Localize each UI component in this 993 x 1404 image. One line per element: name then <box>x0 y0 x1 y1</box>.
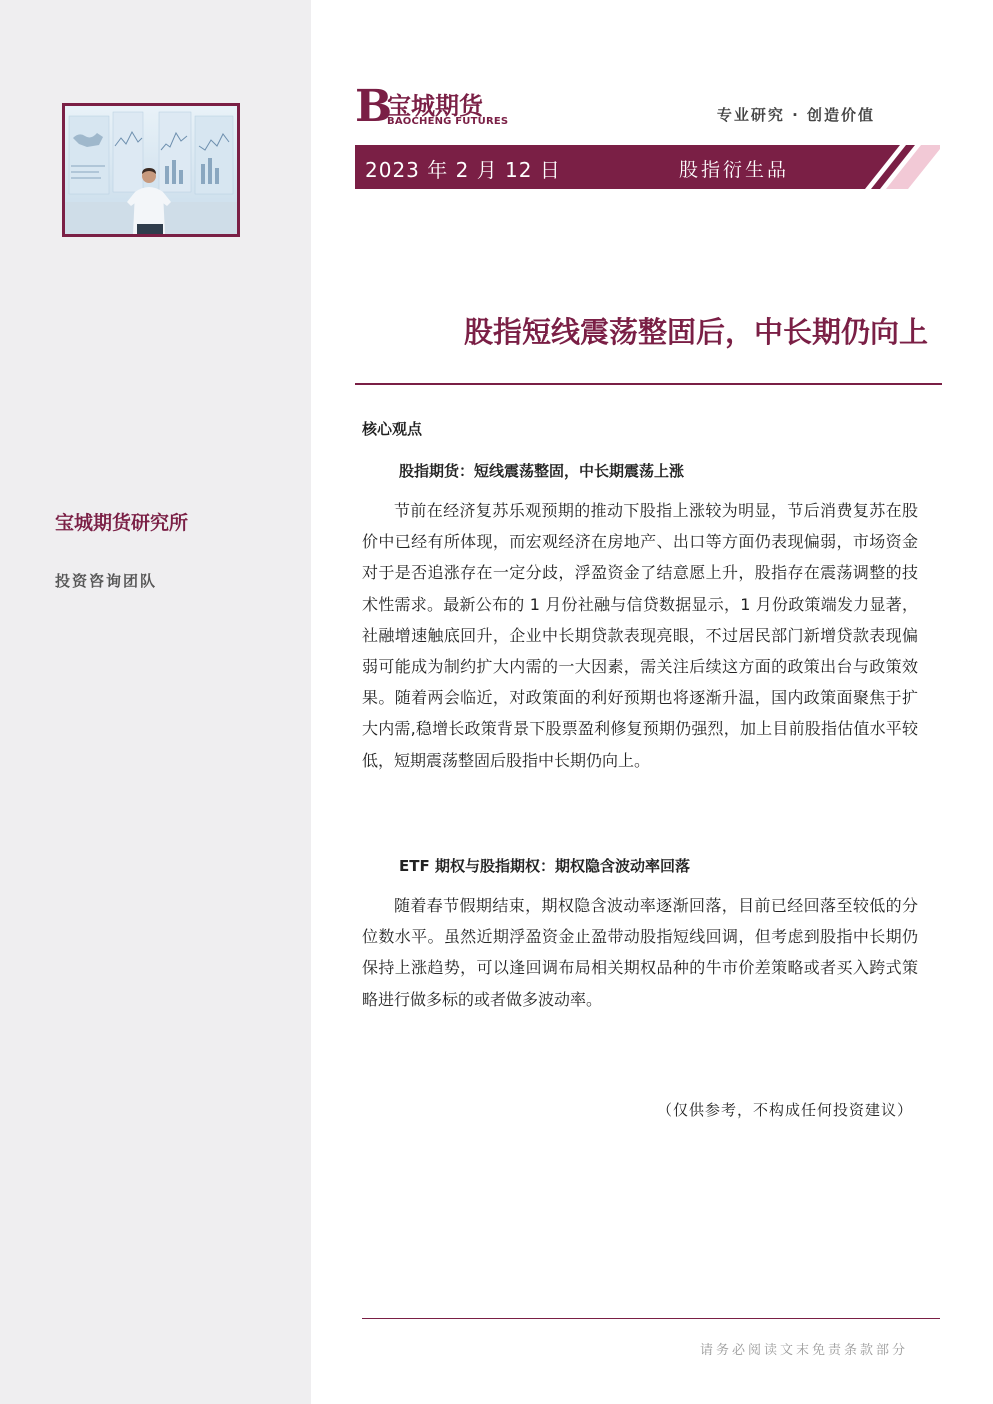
title-divider <box>355 383 942 385</box>
sidebar <box>0 0 311 1404</box>
report-date: 2023 年 2 月 12 日 <box>365 158 561 182</box>
cover-image-frame <box>62 103 240 237</box>
logo-english-name: BAOCHENG FUTURES <box>387 116 509 127</box>
section-heading-options: ETF 期权与股指期权：期权隐含波动率回落 <box>399 857 690 875</box>
logo-b-mark-icon: B <box>355 81 393 132</box>
cover-image <box>65 106 237 234</box>
section-body-index-futures: 节前在经济复苏乐观预期的推动下股指上涨较为明显，节后消费复苏在股价中已经有所体现，而宏观经济在房地产、出口等方面仍表现偏弱，市场资金对于是否追涨存在一定分歧，浮盈资金了结意愿上升，股指存在震荡调整的技术性需求。最新公布的 1 月份社融与信贷数据显示，1 月份政策端发力显著，社融增速触底回升，企业中长期贷款表现亮眼，不过居民部门新增贷款表现偏弱可能成为制约扩大内需的一大因素，需关注后续这方面的政策出台与政策效果。随着两会临近，对政策面的利好预期也将逐渐升温，国内政策面聚焦于扩大内需,稳增长政策背景下股票盈利修复预期仍强烈，加上目前股指估值水平较低，短期震荡整固后股指中长期仍向上。 <box>362 501 918 770</box>
header-banner <box>355 145 940 189</box>
core-view-label: 核心观点 <box>362 420 423 438</box>
company-logo <box>355 81 525 132</box>
research-institute-name: 宝城期货研究所 <box>55 512 189 534</box>
footer-note: 请务必阅读文末免责条款部分 <box>699 1343 908 1358</box>
team-name: 投资咨询团队 <box>55 572 158 590</box>
report-title: 股指短线震荡整固后，中长期仍向上 <box>463 315 928 349</box>
section-body-options: 随着春节假期结束，期权隐含波动率逐渐回落，目前已经回落至较低的分位数水平。虽然近期浮盈资金止盈带动股指短线回调，但考虑到股指中长期仍保持上涨趋势，可以逢回调布局相关期权品种的牛市价差策略或者买入跨式策略进行做多标的或者做多波动率。 <box>362 896 918 1009</box>
logo-chinese-name: 宝城期货 <box>387 91 483 120</box>
footer-divider <box>362 1318 940 1319</box>
slogan: 专业研究 · 创造价值 <box>716 106 875 124</box>
report-category: 股指衍生品 <box>679 159 790 181</box>
section-heading-index-futures: 股指期货：短线震荡整固，中长期震荡上涨 <box>399 462 685 480</box>
disclaimer: （仅供参考，不构成任何投资建议） <box>656 1101 913 1119</box>
